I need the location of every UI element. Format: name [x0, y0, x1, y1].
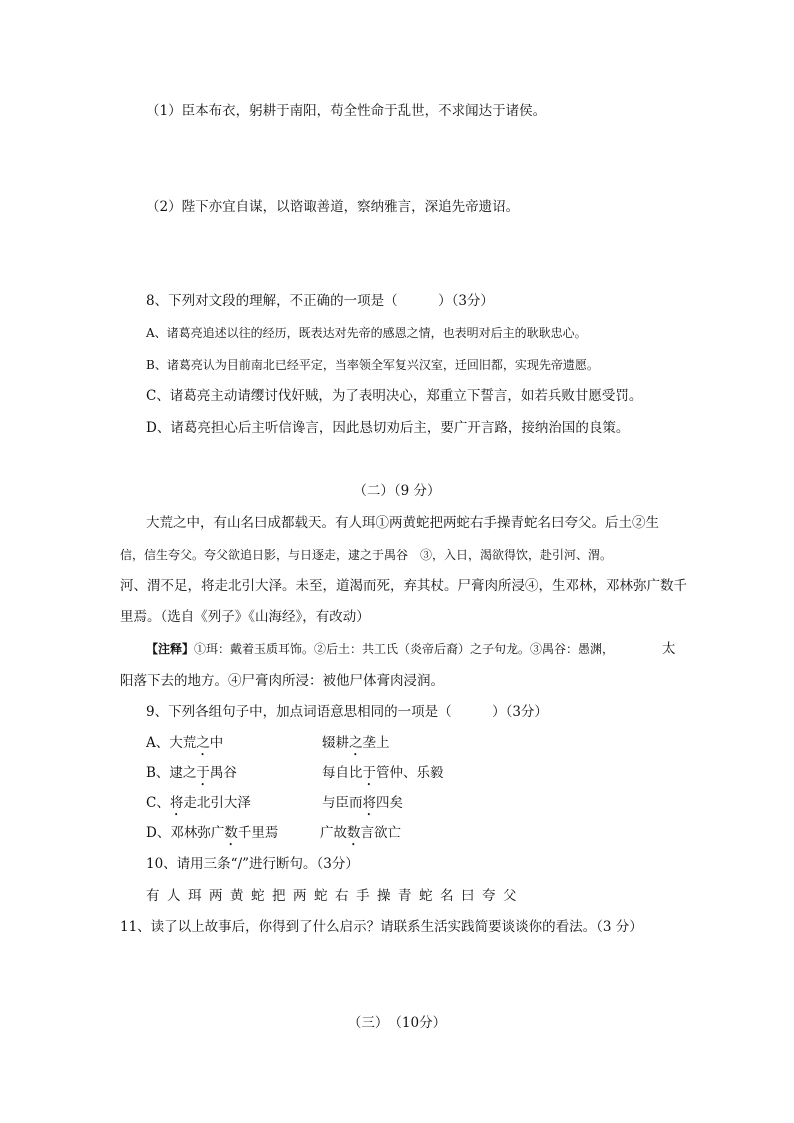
- passage-line-3: 河、渭不足，将走北引大泽。未至，道渴而死，弃其杖。尸膏肉所浸④，生邓林，邓林弥广数千: [120, 578, 687, 594]
- q9-option-a-right: 辍耕之垄上: [322, 735, 390, 751]
- q8-option-d: D、诸葛亮担心后主听信谗言，因此恳切劝后主，要广开言路，接纳治国的良策。: [146, 420, 630, 436]
- q9-option-c-right: 与臣而将四矣: [322, 795, 403, 811]
- q7-sentence-2: （2）陛下亦宜自谋，以谘诹善道，察纳雅言，深追先帝遗诏。: [146, 199, 520, 215]
- notes-label: 【注释】: [146, 642, 195, 656]
- q9-option-d-left: D、邓林弥广数千里焉: [146, 825, 279, 841]
- section-2-heading: （二）（9 分）: [353, 483, 441, 499]
- passage-line-1: 大荒之中，有山名曰成都载天。有人珥①两黄蛇把两蛇右手操青蛇名曰夸父。后土②生: [146, 515, 659, 531]
- q9-option-c-left: C、将走北引大泽: [146, 795, 251, 811]
- q8-stem: 8、下列对文段的理解，不正确的一项是（ ）（3分）: [146, 293, 494, 309]
- notes-line-2: 阳落下去的地方。④尸膏肉所浸：被他尸体膏肉浸润。: [120, 673, 444, 689]
- q9-option-d-right: 广故数言欲亡: [320, 825, 401, 841]
- q10-stem: 10、请用三条“/”进行断句。（3分）: [146, 856, 359, 872]
- notes-text-1: ①珥：戴着玉质耳饰。②后土：共工氏（炎帝后裔）之子句龙。③禺谷：愚渊，: [194, 642, 615, 656]
- passage-line-4: 里焉。（选自《列子》《山海经》，有改动）: [120, 609, 370, 625]
- section-3-heading: （三） （10分）: [347, 1015, 447, 1031]
- passage-line-2: 信，信生夸父。夸父欲追日影，与日逐走，逮之于禺谷 ③，入日，渴欲得饮，赴引河、渭。: [120, 548, 613, 562]
- q9-option-b-left: B、逮之于禺谷: [146, 765, 237, 781]
- q8-option-a: A、诸葛亮追述以往的经历，既表达对先帝的感恩之情，也表明对后主的耿耿忠心。: [146, 326, 587, 340]
- notes-line-1: [146, 640, 614, 658]
- q11-stem: 11、读了以上故事后，你得到了什么启示？请联系生活实践简要谈谈你的看法。（3 分）: [120, 919, 643, 935]
- notes-line-1-end: 太: [662, 641, 676, 657]
- q8-option-b: B、诸葛亮认为目前南北已经平定，当率领全军复兴汉室，迁回旧都，实现先帝遗愿。: [146, 358, 599, 372]
- q10-sentence: 有人珥两黄蛇把两蛇右手操青蛇名曰夸父: [146, 888, 524, 904]
- q8-option-c: C、诸葛亮主动请缨讨伐奸贼，为了表明决心，郑重立下誓言，如若兵败甘愿受罚。: [146, 388, 643, 404]
- q9-option-a-left: A、大荒之中: [146, 735, 224, 751]
- q9-option-b-right: 每自比于管仲、乐毅: [322, 765, 444, 781]
- q7-sentence-1: （1）臣本布衣，躬耕于南阳，苟全性命于乱世，不求闻达于诸侯。: [146, 103, 547, 119]
- q9-stem: 9、下列各组句子中，加点词语意思相同的一项是（ ）（3分）: [146, 704, 548, 720]
